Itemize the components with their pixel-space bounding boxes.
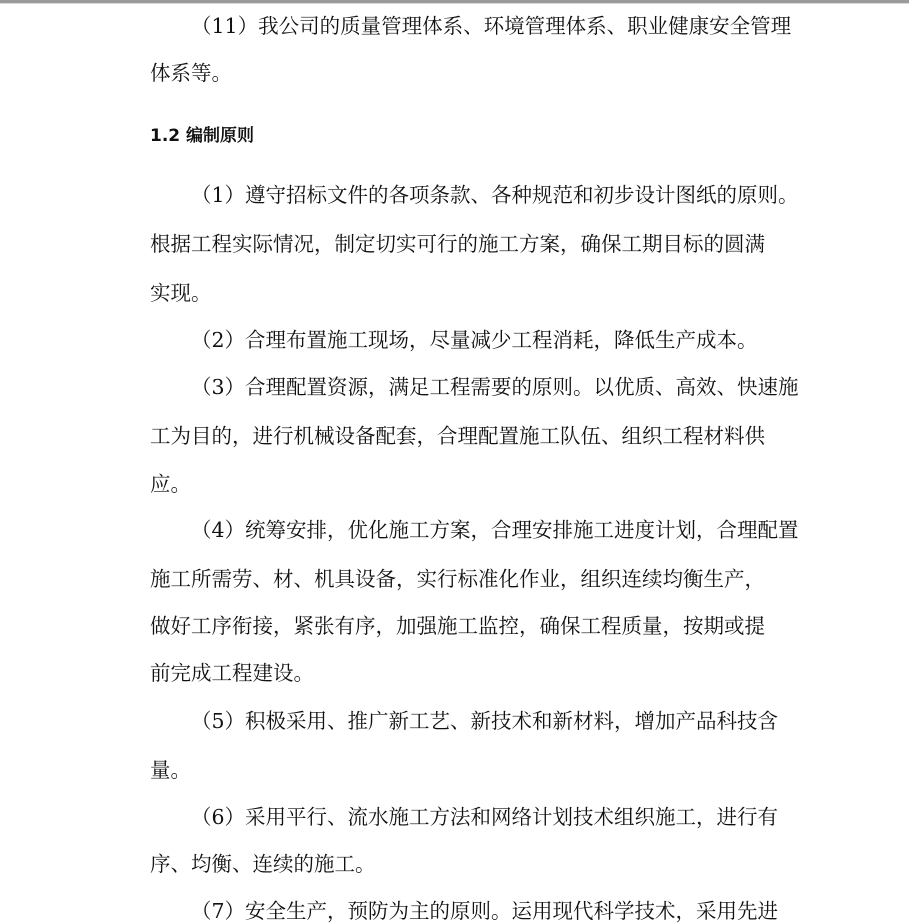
principle-4-line-3: 做好工序衔接，紧张有序，加强施工监控，确保工程质量，按期或提 <box>150 614 765 638</box>
principle-4-line-2: 施工所需劳、材、机具设备，实行标准化作业，组织连续均衡生产， <box>150 567 765 591</box>
window-top-border-shadow <box>0 3 909 4</box>
paragraph-11-line-2: 体系等。 <box>150 61 232 85</box>
principle-6-line-1: （6）采用平行、流水施工方法和网络计划技术组织施工，进行有 <box>191 805 779 829</box>
principle-1-line-3: 实现。 <box>150 281 212 305</box>
principle-3-line-1: （3）合理配置资源，满足工程需要的原则。以优质、高效、快速施 <box>191 375 799 399</box>
principle-3-line-2: 工为目的，进行机械设备配套，合理配置施工队伍、组织工程材料供 <box>150 424 765 448</box>
principle-4-line-1: （4）统筹安排，优化施工方案，合理安排施工进度计划，合理配置 <box>191 518 799 542</box>
principle-4-line-4: 前完成工程建设。 <box>150 661 314 685</box>
principle-7-line-1: （7）安全生产，预防为主的原则。运用现代科学技术，采用先进 <box>191 899 779 923</box>
principle-2-line-1: （2）合理布置施工现场，尽量减少工程消耗，降低生产成本。 <box>191 328 758 352</box>
paragraph-11-line-1: （11）我公司的质量管理体系、环境管理体系、职业健康安全管理 <box>191 14 792 38</box>
principle-6-line-2: 序、均衡、连续的施工。 <box>150 852 376 876</box>
principle-1-line-1: （1）遵守招标文件的各项条款、各种规范和初步设计图纸的原则。 <box>191 183 799 207</box>
principle-5-line-2: 量。 <box>150 758 191 782</box>
principle-1-line-2: 根据工程实际情况，制定切实可行的施工方案，确保工期目标的圆满 <box>150 232 765 256</box>
section-heading-1-2: 1.2 编制原则 <box>150 126 255 146</box>
principle-5-line-1: （5）积极采用、推广新工艺、新技术和新材料，增加产品科技含 <box>191 709 779 733</box>
principle-3-line-3: 应。 <box>150 472 191 496</box>
